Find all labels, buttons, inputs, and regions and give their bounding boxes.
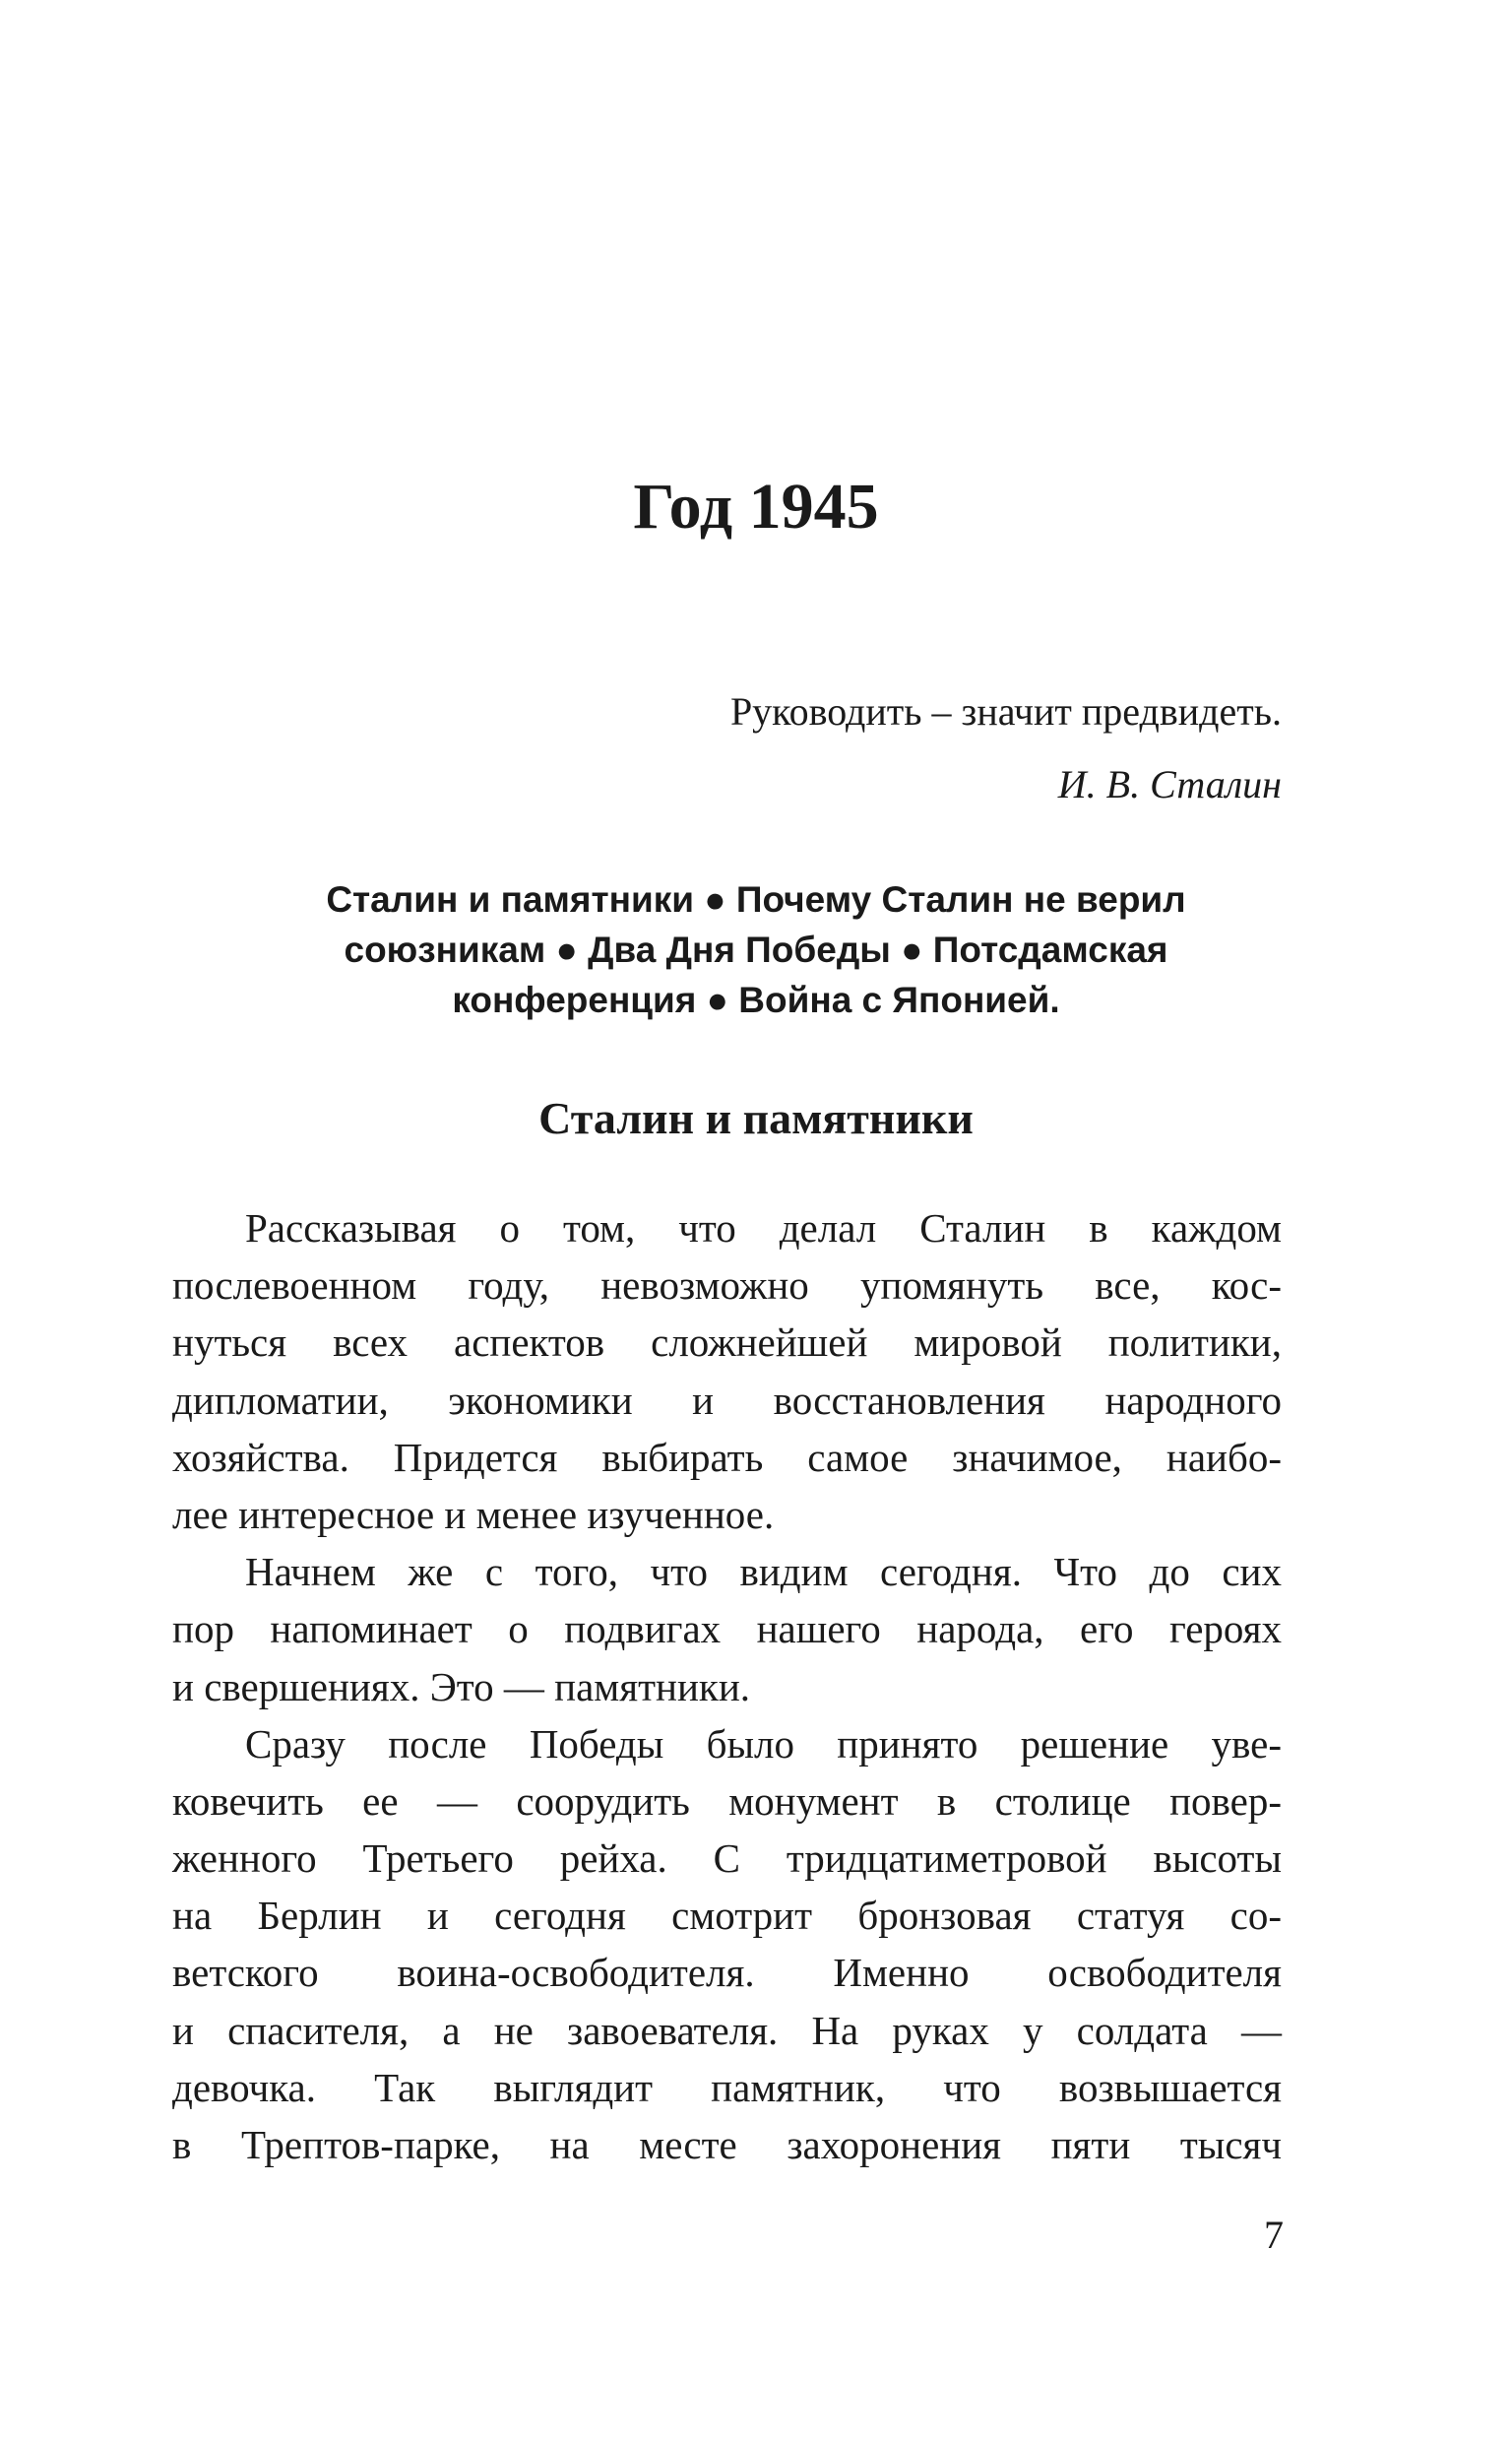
- paragraph-line: ковечить ее — соорудить монумент в столице повер-: [172, 1777, 1282, 1824]
- paragraph-line: и свершениях. Это — памятники.: [172, 1663, 751, 1709]
- paragraph-line: пор напоминает о подвигах нашего народа, его героях: [172, 1606, 1282, 1652]
- summary-line: конференция ● Война с Японией.: [452, 980, 1060, 1020]
- paragraph-line: на Берлин и сегодня смотрит бронзовая статуя со-: [172, 1893, 1282, 1939]
- page-number: 7: [1264, 2213, 1284, 2257]
- epigraph: [394, 684, 1282, 812]
- section-heading: Сталин и памятники: [538, 1093, 974, 1143]
- paragraph-line: Сразу после Победы было принято решение уве-: [245, 1720, 1282, 1767]
- paragraph-line: девочка. Так выглядит памятник, что возвышается: [172, 2064, 1282, 2110]
- chapter-title: Год 1945: [633, 471, 879, 543]
- chapter-summary: [246, 874, 1266, 1025]
- paragraph-line: ветского воина-освободителя. Именно освободителя: [172, 1950, 1282, 1996]
- summary-line: Сталин и памятники ● Почему Сталин не верил: [326, 879, 1186, 920]
- paragraph-line: хозяйства. Придется выбирать самое значимое, наибо-: [172, 1434, 1282, 1480]
- paragraph-line: и спасителя, а не завоевателя. На руках у солдата —: [172, 2007, 1282, 2053]
- paragraph-line: нуться всех аспектов сложнейшей мировой политики,: [172, 1319, 1282, 1366]
- epigraph-author: И. В. Сталин: [1057, 762, 1282, 806]
- summary-line: союзникам ● Два Дня Победы ● Потсдамская: [344, 930, 1168, 970]
- paragraph-line: женного Третьего рейха. С тридцатиметровой высоты: [172, 1835, 1282, 1882]
- paragraph-line: Рассказывая о том, что делал Сталин в каждом: [245, 1205, 1282, 1251]
- paragraph-line: Начнем же с того, что видим сегодня. Что до сих: [245, 1549, 1282, 1595]
- body-text: [172, 1199, 1282, 2173]
- paragraph-line: дипломатии, экономики и восстановления народного: [172, 1377, 1282, 1423]
- epigraph-quote: Руководить – значит предвидеть.: [729, 689, 1282, 734]
- paragraph-line: послевоенном году, невозможно упомянуть все, кос-: [172, 1262, 1282, 1309]
- paragraph-line: в Трептов-парке, на месте захоронения пяти тысяч: [172, 2122, 1282, 2167]
- paragraph-line: лее интересное и менее изученное.: [172, 1491, 775, 1537]
